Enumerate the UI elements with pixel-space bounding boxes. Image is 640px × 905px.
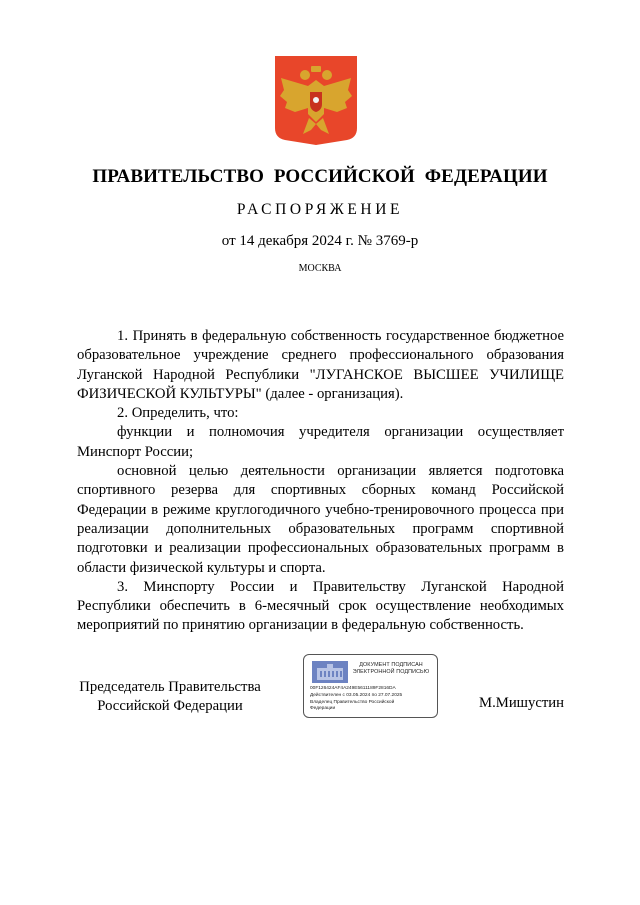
coat-of-arms-icon [275, 56, 357, 145]
paragraph-1: 1. Принять в федеральную собственность государственное бюджетное образовательное учреждение среднего профессионального образования Луганской Народной Республики "ЛУГАНСКОЕ ВЫСШЕЕ УЧИЛИЩЕ ФИЗИЧЕСКОЙ КУЛЬТУРЫ" (далее - организация). [77, 328, 564, 402]
signer-position-line: Председатель Правительства [79, 679, 261, 695]
certificate-owner: Владелец Правительство Российской [310, 700, 395, 705]
stamp-heading [348, 662, 434, 676]
document-body [77, 327, 564, 636]
document-city: МОСКВА [298, 263, 342, 274]
stamp-heading-line: ЭЛЕКТРОННОЙ ПОДПИСЬЮ [352, 669, 430, 675]
paragraph-3: функции и полномочия учредителя организации осуществляет Минспорт России; [77, 424, 564, 460]
paragraph-2: 2. Определить, что: [117, 405, 239, 422]
signer-name: М.Мишустин [479, 695, 564, 711]
certificate-validity: Действителен с 03.05.2024 по 27.07.2025 [310, 693, 403, 698]
paragraph-5: 3. Минспорту России и Правительству Луганской Народной Республики обеспечить в 6-месячный срок осуществление необходимых мероприятий по принятию организации в федеральную собственность. [77, 578, 564, 634]
signer-position [70, 678, 270, 716]
paragraph-4: основной целью деятельности организации является подготовка спортивного резерва для спортивных сборных команд Российской Федерации в режиме круглогодичного учебно-тренировочного процесса при реализации дополнительных образовательных программ спортивной подготовки и реализации профессиональных образовательных программ в области физической культуры и спорта. [77, 463, 564, 576]
stamp-heading-line: ДОКУМЕНТ ПОДПИСАН [359, 662, 423, 668]
electronic-signature-stamp [303, 654, 438, 718]
building-icon [312, 661, 348, 683]
signer-position-line: Российской Федерации [97, 698, 243, 714]
government-title: ПРАВИТЕЛЬСТВО РОССИЙСКОЙ ФЕДЕРАЦИИ [92, 166, 548, 187]
document-date-number: от 14 декабря 2024 г. № 3769-р [221, 233, 419, 249]
document-type: РАСПОРЯЖЕНИЕ [236, 201, 404, 218]
certificate-serial: 00F126424AF4A249E5611189F2816DA [310, 686, 396, 691]
certificate-owner: Федерации [310, 706, 336, 711]
